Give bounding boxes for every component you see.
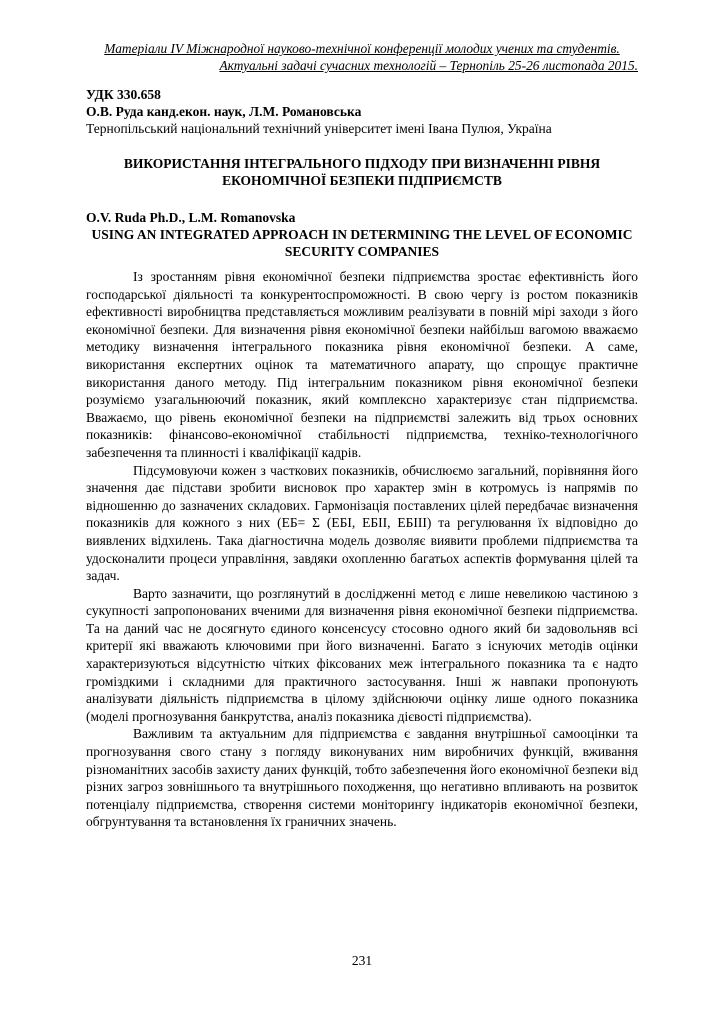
page-number: 231 xyxy=(351,953,373,968)
conference-header-line-1: Матеріали IV Міжнародної науково-технічної конференції молодих учених та студентів. xyxy=(104,41,620,56)
article-meta xyxy=(86,86,638,137)
title-en: USING AN INTEGRATED APPROACH IN DETERMINING THE LEVEL OF ECONOMIC SECURITY COMPANIES xyxy=(91,227,633,259)
authors-en: O.V. Ruda Ph.D., L.M. Romanovska xyxy=(86,210,296,225)
affiliation: Тернопільський національний технічний університет імені Івана Пулюя, Україна xyxy=(86,121,552,136)
udk-code: УДК 330.658 xyxy=(86,87,161,102)
body-paragraph: Підсумовуючи кожен з часткових показників, обчислюємо загальний, порівняння його значення дає підстави зробити висновок про характер змін в котромусь із напрямів по відношенню до зазначених складових. Гармонізація поставлених цілей передбачає визначення показників для кожного з них (ЕБ= Σ (ЕБІ, ЕБІІ, ЕБІІІ) та регулювання їх відповідно до виявлених відхилень. Така діагностична модель дозволяє виявити проблеми підприємства та удосконалити процеси управління, завдяки охопленню багатьох аспектів формування цілей та задач. xyxy=(86,462,638,584)
conference-header-line-2: Актуальні задачі сучасних технологій – Тернопіль 25-26 листопада 2015. xyxy=(219,58,638,73)
article-body xyxy=(86,268,638,831)
title-uk: ВИКОРИСТАННЯ ІНТЕГРАЛЬНОГО ПІДХОДУ ПРИ ВИЗНАЧЕННІ РІВНЯ ЕКОНОМІЧНОЇ БЕЗПЕКИ ПІДПРИЄМСТВ xyxy=(123,156,601,188)
body-paragraph: Важливим та актуальним для підприємства є завдання внутрішньої самооцінки та прогнозування свого стану з погляду виконуваних ним виробничих функцій, вживання різноманітних засобів захисту даних функцій, тобто забезпечення його економічної безпеки від різних загроз зовнішнього та внутрішнього походження, що негативно впливають на розвиток потенціалу підприємства, створення системи моніторингу індикаторів економічної безпеки, обгрунтування та встановлення їх граничних значень. xyxy=(86,726,638,830)
body-paragraph: Варто зазначити, що розглянутий в дослідженні метод є лише невеликою частиною з сукупності запропонованих вченими для визначення рівня економічної безпеки підприємства. Та на даний час не досягнуто єдиного консенсусу стосовно одного який би задовольняв всі критерії які вважають ключовими при його визначенні. Багато з існуючих методів оцінки характеризуються відсутністю чітких фіксованих меж інтегрального показника та є надто громіздкими і складними для практичного застосування. Інші ж навпаки пропонують аналізувати діяльність підприємства в цілому здійснюючи оцінку лише одного показника (моделі прогнозування банкрутства, аналіз показника дієвості підприємства). xyxy=(86,585,638,724)
authors-uk: О.В. Руда канд.екон. наук, Л.М. Романовська xyxy=(86,104,362,119)
conference-header xyxy=(86,40,638,74)
body-paragraph: Із зростанням рівня економічної безпеки підприємства зростає ефективність його господарської діяльності та конкурентоспроможності. В свою чергу із ростом показників ефективності виробництва представляється можливим реалізувати в повній мірі заходи з його економічної безпеки. Для визначення рівня економічної безпеки найбільш вагомою вважаємо методику визначення інтегрального показника рівня економічної безпеки. А саме, використання експертних оцінок та математичного апарату, що спрощує практичне використання даного методу. Під інтегральним показником рівня економічної безпеки розуміємо узагальнюючий показник, який комплексно характеризує стан підприємства. Вважаємо, що рівень економічної безпеки на підприємстві залежить від трьох основних показників: фінансово-економічної стабільності підприємства, техніко-технологічного забезпечення та плинності і кваліфікації кадрів. xyxy=(86,269,638,460)
